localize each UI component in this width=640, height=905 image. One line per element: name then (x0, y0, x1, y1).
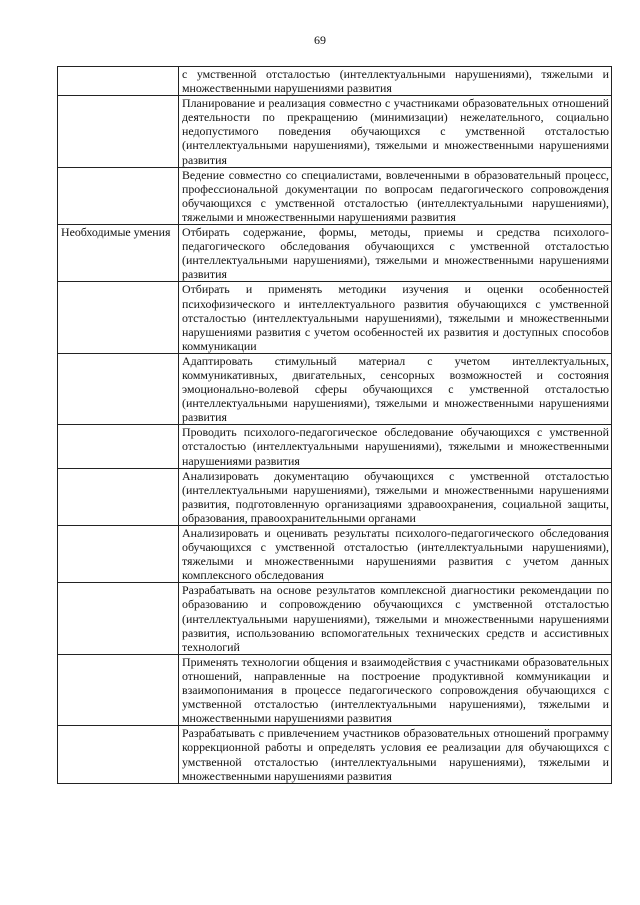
table-row (58, 282, 612, 353)
row-label (58, 67, 179, 96)
row-text: Применять технологии общения и взаимодействия с участниками образовательных отношений, направленные на построение продуктивной коммуникации и взаимопонимания в процессе педагогического сопровождения обучающихся с умственной отсталостью (интеллектуальными нарушениями), тяжелыми и множественными нарушениями развития (179, 654, 612, 725)
row-label (58, 282, 179, 353)
row-label (58, 96, 179, 167)
row-label (58, 425, 179, 468)
row-text: Адаптировать стимульный материал с учетом интеллектуальных, коммуникативных, двигательных, сенсорных возможностей и состояния эмоционально-волевой сферы обучающихся с умственной отсталостью (интеллектуальными нарушениями), тяжелыми и множественными нарушениями развития (179, 353, 612, 424)
table-row (58, 167, 612, 224)
table-row (58, 583, 612, 654)
table-row (58, 353, 612, 424)
row-label (58, 353, 179, 424)
row-label (58, 468, 179, 525)
row-text: Отбирать и применять методики изучения и оценки особенностей психофизического и интеллектуального развития обучающихся с умственной отсталостью (интеллектуальными нарушениями), тяжелыми и множественными нарушениями развития с учетом особенностей их развития и доступных способов коммуникации (179, 282, 612, 353)
row-label (58, 654, 179, 725)
row-text: Анализировать и оценивать результаты психолого-педагогического обследования обучающихся с умственной отсталостью (интеллектуальными нарушениями), тяжелыми и множественными нарушениями развития с учетом данных комплексного обследования (179, 526, 612, 583)
page-number: 69 (314, 33, 326, 47)
row-text: Планирование и реализация совместно с участниками образовательных отношений деятельности по прекращению (минимизации) нежелательного, социально недопустимого поведения обучающихся с умственной отсталостью (интеллектуальными нарушениями), тяжелыми и множественными нарушениями развития (179, 96, 612, 167)
row-text: Разрабатывать на основе результатов комплексной диагностики рекомендации по образованию и сопровождению обучающихся с умственной отсталостью (интеллектуальными нарушениями), тяжелыми и множественными нарушениями развития, использованию вспомогательных технических средств и ассистивных технологий (179, 583, 612, 654)
table-row (58, 96, 612, 167)
row-label (58, 526, 179, 583)
section-label-necessary-skills: Необходимые умения (58, 225, 179, 282)
row-text: Ведение совместно со специалистами, вовлеченными в образовательный процесс, профессиональной документации по вопросам педагогического сопровождения обучающихся с умственной отсталостью (интеллектуальными нарушениями), тяжелыми и множественными нарушениями развития (179, 167, 612, 224)
table-row (58, 468, 612, 525)
row-text: с умственной отсталостью (интеллектуальными нарушениями), тяжелыми и множественными нарушениями развития (179, 67, 612, 96)
row-text: Анализировать документацию обучающихся с умственной отсталостью (интеллектуальными нарушениями), тяжелыми и множественными нарушениями развития, подготовленную организациями здравоохранения, социальной защиты, образования, правоохранительными органами (179, 468, 612, 525)
row-text: Отбирать содержание, формы, методы, приемы и средства психолого-педагогического обследования обучающихся с умственной отсталостью (интеллектуальными нарушениями), тяжелыми и множественными нарушениями развития (179, 225, 612, 282)
row-text: Проводить психолого-педагогическое обследование обучающихся с умственной отсталостью (интеллектуальными нарушениями), тяжелыми и множественными нарушениями развития (179, 425, 612, 468)
row-text: Разрабатывать с привлечением участников образовательных отношений программу коррекционной работы и определять условия ее реализации для обучающихся с умственной отсталостью (интеллектуальными нарушениями), тяжелыми и множественными нарушениями развития (179, 726, 612, 783)
requirements-table (57, 66, 612, 784)
row-label (58, 726, 179, 783)
table-row (58, 67, 612, 96)
table-row (58, 726, 612, 783)
table-row (58, 225, 612, 282)
table-row (58, 425, 612, 468)
table-row (58, 526, 612, 583)
row-label (58, 583, 179, 654)
table-row (58, 654, 612, 725)
row-label (58, 167, 179, 224)
